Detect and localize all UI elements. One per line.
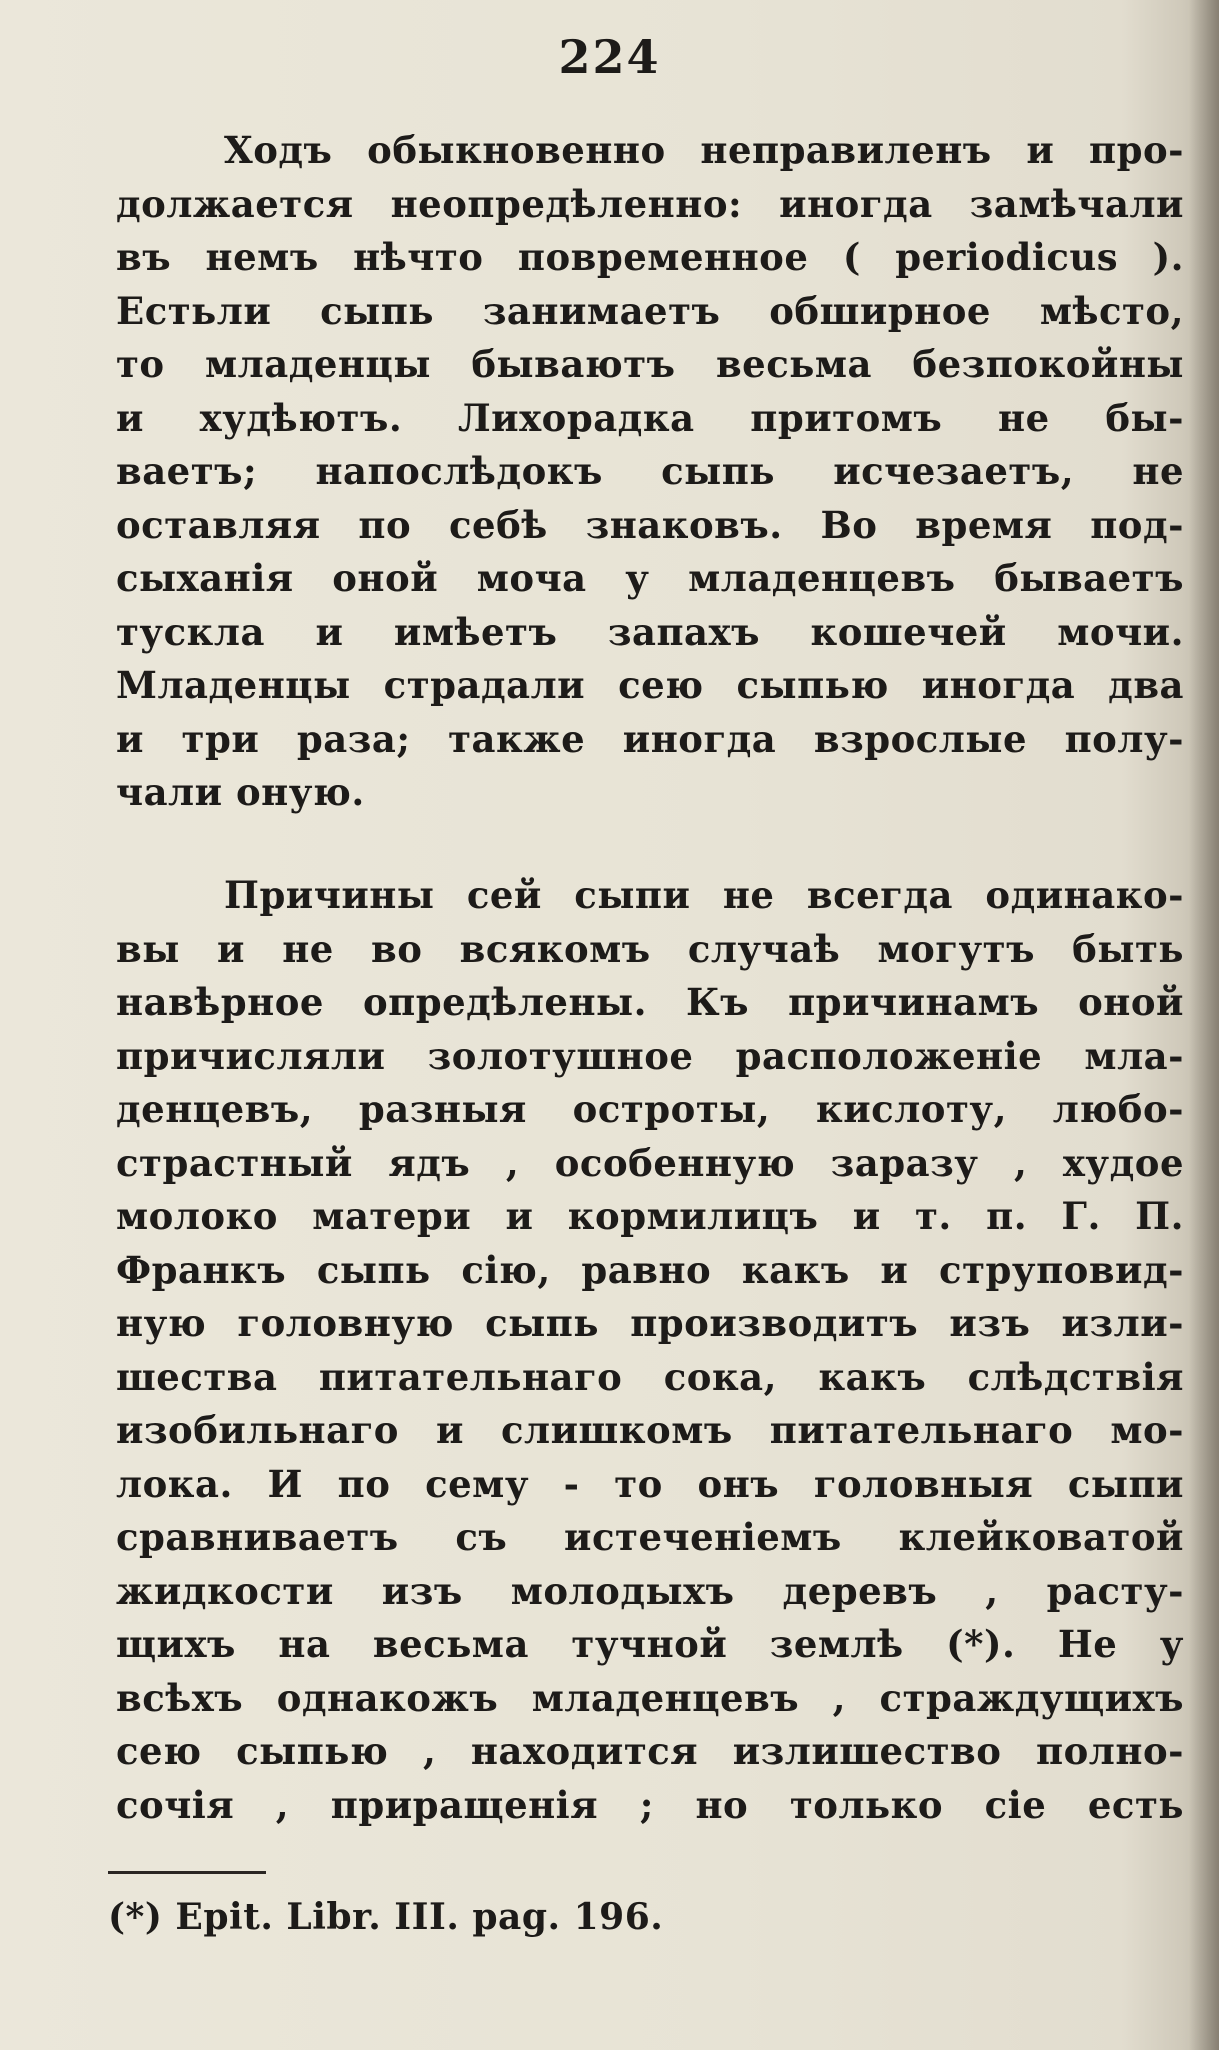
text-line: ваетъ; напослѣдокъ сыпь исчезаетъ, не: [116, 449, 1184, 493]
text-line: лока. И по сему - то онъ головныя сыпи: [116, 1461, 1184, 1506]
text-line: сочія , приращенія ; но только сіе есть: [116, 1782, 1184, 1827]
text-line: навѣрное опредѣлены. Къ причинамъ оной: [116, 980, 1184, 1024]
paragraph-1: [116, 124, 1184, 820]
text-line: Естьли сыпь занимаетъ обширное мѣсто,: [116, 288, 1184, 333]
text-line: всѣхъ однакожъ младенцевъ , страждущихъ: [116, 1675, 1184, 1720]
text-line: сравниваетъ съ истеченіемъ клейковатой: [116, 1515, 1184, 1559]
text-line: сею сыпью , находится излишество полно-: [116, 1729, 1184, 1773]
text-line: въ немъ нѣчто повременное ( periodicus ).: [116, 235, 1184, 279]
text-line: сыханія оной моча у младенцевъ бываетъ: [116, 556, 1184, 600]
text-line: шества питательнаго сока, какъ слѣдствія: [116, 1354, 1184, 1399]
footnote-divider: [108, 1871, 266, 1874]
text-line: Младенцы страдали сею сыпью иногда два: [116, 663, 1184, 707]
footnote: (*) Epit. Libr. III. pag. 196.: [108, 1896, 664, 1938]
text-line: молоко матери и кормилицъ и т. п. Г. П.: [116, 1194, 1184, 1238]
text-line: чали оную.: [116, 770, 365, 814]
page-gutter-shadow: [1189, 0, 1219, 2050]
text-line: должается неопредѣленно: иногда замѣчали: [116, 181, 1184, 226]
text-line: денцевъ, разныя остроты, кислоту, любо-: [116, 1087, 1184, 1131]
paragraph-2: [116, 869, 1184, 1832]
text-line: причисляли золотушное расположеніе мла-: [116, 1033, 1184, 1078]
text-line: Ходъ обыкновенно неправиленъ и про-: [224, 128, 1184, 172]
text-line: и худѣютъ. Лихорадка притомъ не бы-: [116, 395, 1184, 440]
text-line: изобильнаго и слишкомъ питательнаго мо-: [116, 1408, 1184, 1452]
text-line: и три раза; также иногда взрослые полу-: [116, 716, 1184, 761]
text-line: оставляя по себѣ знаковъ. Во время под-: [116, 502, 1184, 547]
text-line: страстный ядъ , особенную заразу , худое: [116, 1140, 1184, 1185]
text-line: ную головную сыпь производитъ изъ изли-: [116, 1301, 1184, 1345]
text-line: Причины сей сыпи не всегда одинако-: [224, 873, 1184, 917]
text-line: то младенцы бываютъ весьма безпокойны: [116, 342, 1184, 386]
text-line: вы и не во всякомъ случаѣ могутъ быть: [116, 926, 1184, 971]
text-line: жидкости изъ молодыхъ деревъ , расту-: [116, 1568, 1184, 1613]
text-line: щихъ на весьма тучной землѣ (*). Не у: [116, 1622, 1184, 1666]
text-line: Франкъ сыпь сію, равно какъ и струповид-: [116, 1247, 1184, 1292]
text-line: тускла и имѣетъ запахъ кошечей мочи.: [116, 609, 1184, 654]
page-number: 224: [558, 30, 661, 84]
